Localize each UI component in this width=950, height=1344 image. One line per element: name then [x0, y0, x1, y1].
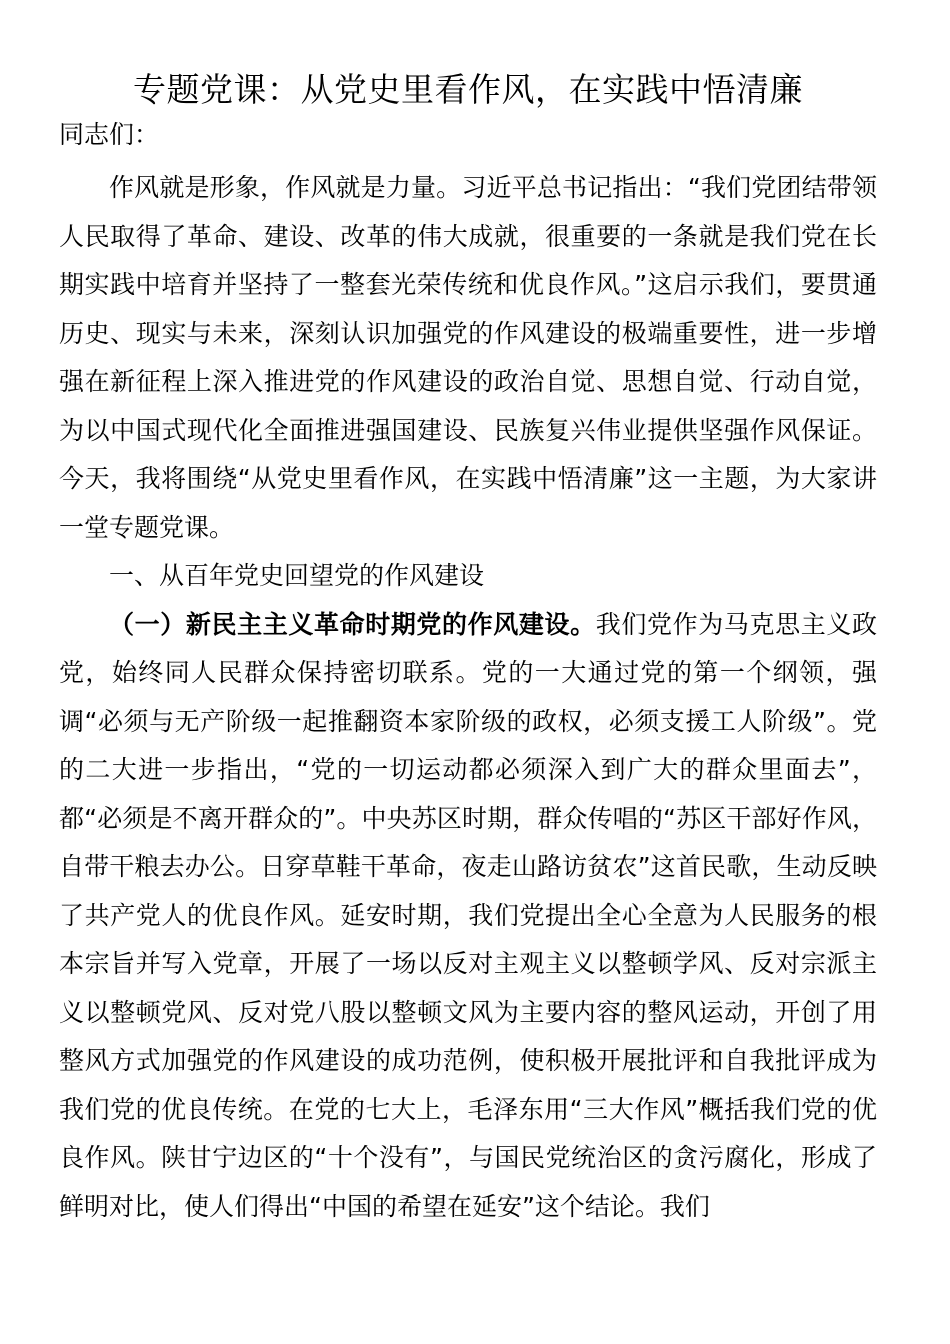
greeting: 同志们： [59, 120, 160, 149]
intro-paragraph: 作风就是形象，作风就是力量。习近平总书记指出：“我们党团结带领人民取得了革命、建设、改革的伟大成就，很重要的一条就是我们党在长期实践中培育并坚持了一整套光荣传统和优良作风。”这启示我们，要贯通历史、现实与未来，深刻认识加强党的作风建设的极端重要性，进一步增强在新征程上深入推进党的作风建设的政治自觉、思想自觉、行动自觉，为以中国式现代化全面推进强国建设、民族复兴伟业提供坚强作风保证。今天，我将围绕“从党史里看作风，在实践中悟清廉”这一主题，为大家讲一堂专题党课。 [59, 173, 877, 542]
section-heading: 一、从百年党史回望党的作风建设 [109, 561, 485, 590]
document-page [59, 64, 877, 1231]
subsection-lead: （一）新民主主义革命时期党的作风建设。 [109, 609, 596, 639]
document-title: 专题党课：从党史里看作风，在实践中悟清廉 [133, 70, 803, 109]
subsection-paragraph [59, 601, 877, 1232]
subsection-body: 我们党作为马克思主义政党，始终同人民群众保持密切联系。党的一大通过党的第一个纲领，强调“必须与无产阶级一起推翻资本家阶级的政权，必须支援工人阶级”。党的二大进一步指出，“党的一切运动都必须深入到广大的群众里面去”，都“必须是不离开群众的”。中央苏区时期，群众传唱的“苏区干部好作风，自带干粮去办公。日穿草鞋干革命，夜走山路访贫农”这首民歌，生动反映了共产党人的优良作风。延安时期，我们党提出全心全意为人民服务的根本宗旨并写入党章，开展了一场以反对主观主义以整顿学风、反对宗派主义以整顿党风、反对党八股以整顿文风为主要内容的整风运动，开创了用整风方式加强党的作风建设的成功范例，使积极开展批评和自我批评成为我们党的优良传统。在党的七大上，毛泽东用“三大作风”概括我们党的优良作风。陕甘宁边区的“十个没有”，与国民党统治区的贪污腐化，形成了鲜明对比，使人们得出“中国的希望在延安”这个结论。我们 [59, 609, 877, 1221]
